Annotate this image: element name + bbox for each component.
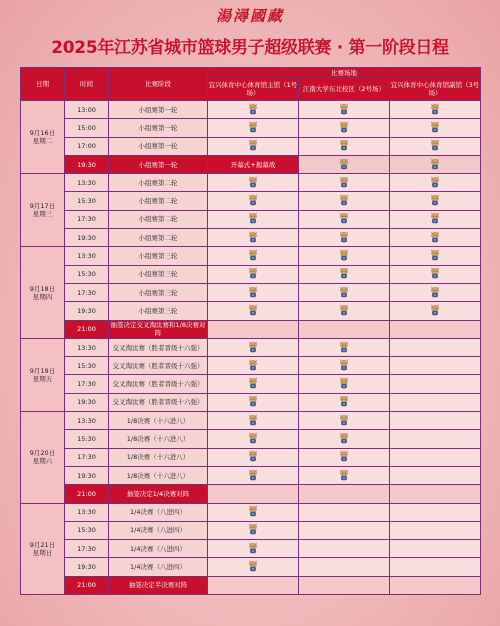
venue-1-cell xyxy=(208,320,299,338)
date-cell xyxy=(21,338,65,411)
time-cell: 21:00 xyxy=(65,320,109,338)
stage-cell: 1/4决赛（八进四） xyxy=(109,521,208,539)
mascot-icon xyxy=(248,231,258,243)
mascot-icon xyxy=(248,469,258,481)
date-label: 9月17日 xyxy=(29,202,56,211)
mascot-icon xyxy=(339,341,349,353)
mascot-icon xyxy=(248,377,258,389)
venue-3-cell xyxy=(390,448,481,466)
time-cell: 13:30 xyxy=(65,174,109,192)
mascot-icon xyxy=(339,249,349,261)
venue-1-cell xyxy=(208,375,299,393)
venue-3-cell xyxy=(390,210,481,228)
stage-cell: 小组赛第三轮 xyxy=(109,283,208,301)
venue-2-cell xyxy=(299,521,390,539)
venue-2-cell xyxy=(299,357,390,375)
header-stage: 比赛阶段 xyxy=(109,68,208,101)
venue-2-cell xyxy=(299,375,390,393)
time-cell: 17:30 xyxy=(65,283,109,301)
stage-cell: 1/4决赛（八进四） xyxy=(109,503,208,521)
table-row xyxy=(21,137,481,155)
time-cell: 19:30 xyxy=(65,229,109,247)
time-cell: 19:30 xyxy=(65,155,109,173)
venue-1-cell xyxy=(208,174,299,192)
table-row xyxy=(21,393,481,411)
header-time: 时间 xyxy=(65,68,109,101)
venue-1-cell xyxy=(208,265,299,283)
venue-3-cell xyxy=(390,247,481,265)
schedule-body xyxy=(21,101,481,595)
stage-cell: 抽签决定1/4决赛对阵 xyxy=(109,485,208,503)
mascot-icon xyxy=(339,139,349,151)
mascot-icon xyxy=(430,103,440,115)
time-cell: 15:30 xyxy=(65,357,109,375)
venue-3-cell xyxy=(390,192,481,210)
time-cell: 21:00 xyxy=(65,485,109,503)
mascot-icon xyxy=(248,194,258,206)
table-row xyxy=(21,485,481,503)
weekday-label: 星期六 xyxy=(32,457,53,466)
mascot-icon xyxy=(430,267,440,279)
header-venue-1: 宜兴体育中心体育馆主馆（1号场） xyxy=(208,78,299,101)
time-cell: 15:30 xyxy=(65,265,109,283)
stage-cell: 小组赛第二轮 xyxy=(109,192,208,210)
venue-2-cell xyxy=(299,119,390,137)
venue-3-cell xyxy=(390,412,481,430)
venue-1-cell xyxy=(208,430,299,448)
mascot-icon xyxy=(430,158,440,170)
venue-1-cell xyxy=(208,466,299,484)
venue-2-cell xyxy=(299,247,390,265)
venue-1-cell xyxy=(208,576,299,594)
venue-3-cell xyxy=(390,393,481,411)
stage-cell: 小组赛第三轮 xyxy=(109,265,208,283)
venue-3-cell xyxy=(390,338,481,356)
brand-logo: 湯潯國藏 xyxy=(215,7,284,25)
table-row xyxy=(21,430,481,448)
mascot-icon xyxy=(248,395,258,407)
venue-1-cell xyxy=(208,393,299,411)
venue-2-cell xyxy=(299,283,390,301)
stage-cell: 1/8决赛（十六进八） xyxy=(109,448,208,466)
venue-3-cell xyxy=(390,137,481,155)
mascot-icon xyxy=(248,139,258,151)
weekday-label: 星期三 xyxy=(32,210,53,219)
date-cell xyxy=(21,503,65,594)
mascot-icon xyxy=(339,231,349,243)
date-cell xyxy=(21,101,65,174)
mascot-icon xyxy=(430,121,440,133)
venue-1-cell xyxy=(208,210,299,228)
stage-cell: 1/8决赛（十六进八） xyxy=(109,412,208,430)
table-row xyxy=(21,521,481,539)
venue-3-cell xyxy=(390,283,481,301)
mascot-icon xyxy=(248,450,258,462)
table-row xyxy=(21,302,481,320)
time-cell: 19:30 xyxy=(65,558,109,576)
opening-ceremony-cell: 开幕式+揭幕战 xyxy=(208,155,299,173)
mascot-icon xyxy=(339,194,349,206)
stage-cell: 交叉淘汰赛（胜者晋级十六强） xyxy=(109,338,208,356)
venue-3-cell xyxy=(390,320,481,338)
mascot-icon xyxy=(339,450,349,462)
time-cell: 15:30 xyxy=(65,430,109,448)
venue-1-cell xyxy=(208,137,299,155)
time-cell: 17:30 xyxy=(65,210,109,228)
mascot-icon xyxy=(248,523,258,535)
venue-1-cell xyxy=(208,448,299,466)
table-row xyxy=(21,503,481,521)
venue-1-cell xyxy=(208,229,299,247)
stage-cell: 小组赛第二轮 xyxy=(109,210,208,228)
stage-cell: 1/4决赛（八进四） xyxy=(109,540,208,558)
venue-3-cell xyxy=(390,229,481,247)
time-cell: 15:30 xyxy=(65,192,109,210)
time-cell: 19:30 xyxy=(65,466,109,484)
weekday-label: 星期五 xyxy=(32,374,53,383)
mascot-icon xyxy=(248,249,258,261)
time-cell: 13:30 xyxy=(65,338,109,356)
stage-cell: 小组赛第三轮 xyxy=(109,247,208,265)
mascot-icon xyxy=(430,231,440,243)
venue-2-cell xyxy=(299,174,390,192)
mascot-icon xyxy=(430,194,440,206)
table-row xyxy=(21,192,481,210)
venue-3-cell xyxy=(390,119,481,137)
venue-1-cell xyxy=(208,485,299,503)
venue-1-cell xyxy=(208,302,299,320)
time-cell: 19:30 xyxy=(65,393,109,411)
venue-3-cell xyxy=(390,101,481,119)
venue-1-cell xyxy=(208,101,299,119)
mascot-icon xyxy=(430,286,440,298)
venue-1-cell xyxy=(208,558,299,576)
mascot-icon xyxy=(339,103,349,115)
venue-2-cell xyxy=(299,558,390,576)
stage-cell: 小组赛第一轮 xyxy=(109,137,208,155)
weekday-label: 星期四 xyxy=(32,292,53,301)
venue-3-cell xyxy=(390,503,481,521)
header-date: 日期 xyxy=(21,68,65,101)
venue-3-cell xyxy=(390,357,481,375)
mascot-icon xyxy=(339,286,349,298)
stage-cell: 交叉淘汰赛（胜者晋级十六强） xyxy=(109,375,208,393)
mascot-icon xyxy=(248,432,258,444)
venue-2-cell xyxy=(299,265,390,283)
venue-1-cell xyxy=(208,192,299,210)
time-cell: 17:00 xyxy=(65,137,109,155)
mascot-icon xyxy=(248,542,258,554)
date-label: 9月19日 xyxy=(29,366,56,375)
table-row xyxy=(21,540,481,558)
mascot-icon xyxy=(248,414,258,426)
time-cell: 17:30 xyxy=(65,448,109,466)
venue-3-cell xyxy=(390,485,481,503)
date-label: 9月20日 xyxy=(29,449,56,458)
mascot-icon xyxy=(248,267,258,279)
table-row xyxy=(21,265,481,283)
weekday-label: 星期日 xyxy=(32,548,53,557)
mascot-icon xyxy=(339,432,349,444)
stage-cell: 小组赛第三轮 xyxy=(109,302,208,320)
mascot-icon xyxy=(248,121,258,133)
venue-3-cell xyxy=(390,174,481,192)
time-cell: 13:30 xyxy=(65,503,109,521)
mascot-icon xyxy=(430,212,440,224)
venue-3-cell xyxy=(390,155,481,173)
venue-2-cell xyxy=(299,430,390,448)
stage-cell: 抽签决定半决赛对阵 xyxy=(109,576,208,594)
date-cell xyxy=(21,247,65,338)
venue-1-cell xyxy=(208,357,299,375)
stage-cell: 交叉淘汰赛（胜者晋级十六强） xyxy=(109,393,208,411)
venue-3-cell xyxy=(390,430,481,448)
date-cell xyxy=(21,174,65,247)
table-row xyxy=(21,119,481,137)
stage-cell: 小组赛第一轮 xyxy=(109,101,208,119)
mascot-icon xyxy=(248,359,258,371)
mascot-icon xyxy=(339,395,349,407)
table-row xyxy=(21,375,481,393)
time-cell: 19:30 xyxy=(65,302,109,320)
table-row xyxy=(21,101,481,119)
venue-1-cell xyxy=(208,283,299,301)
table-row xyxy=(21,247,481,265)
mascot-icon xyxy=(248,304,258,316)
stage-cell: 小组赛第一轮 xyxy=(109,155,208,173)
stage-cell: 小组赛第一轮 xyxy=(109,119,208,137)
table-row xyxy=(21,210,481,228)
venue-2-cell xyxy=(299,155,390,173)
mascot-icon xyxy=(248,212,258,224)
time-cell: 13:30 xyxy=(65,412,109,430)
venue-2-cell xyxy=(299,540,390,558)
schedule-header xyxy=(21,68,481,101)
table-row xyxy=(21,229,481,247)
table-row xyxy=(21,320,481,338)
venue-2-cell xyxy=(299,485,390,503)
venue-2-cell xyxy=(299,412,390,430)
mascot-icon xyxy=(339,359,349,371)
time-cell: 17:30 xyxy=(65,540,109,558)
venue-2-cell xyxy=(299,576,390,594)
time-cell: 15:00 xyxy=(65,119,109,137)
venue-3-cell xyxy=(390,521,481,539)
mascot-icon xyxy=(430,176,440,188)
stage-cell: 1/4决赛（八进四） xyxy=(109,558,208,576)
mascot-icon xyxy=(339,469,349,481)
stage-cell: 交叉淘汰赛（胜者晋级十六强） xyxy=(109,357,208,375)
mascot-icon xyxy=(339,121,349,133)
time-cell: 15:30 xyxy=(65,521,109,539)
venue-3-cell xyxy=(390,466,481,484)
table-row xyxy=(21,576,481,594)
time-cell: 13:00 xyxy=(65,101,109,119)
venue-1-cell xyxy=(208,412,299,430)
mascot-icon xyxy=(248,560,258,572)
header-venue-group: 比赛场地 xyxy=(208,68,481,78)
stage-cell: 1/8决赛（十六进八） xyxy=(109,430,208,448)
mascot-icon xyxy=(248,176,258,188)
venue-2-cell xyxy=(299,210,390,228)
page-title: 2025年江苏省城市篮球男子超级联赛 · 第一阶段日程 xyxy=(51,38,449,58)
table-row xyxy=(21,338,481,356)
table-row xyxy=(21,174,481,192)
table-row xyxy=(21,558,481,576)
venue-2-cell xyxy=(299,137,390,155)
table-row xyxy=(21,448,481,466)
venue-1-cell xyxy=(208,338,299,356)
weekday-label: 星期二 xyxy=(32,137,53,146)
venue-3-cell xyxy=(390,265,481,283)
stage-cell: 抽签决定交叉淘汰赛和1/8决赛对阵 xyxy=(109,320,208,338)
mascot-icon xyxy=(339,377,349,389)
time-cell: 17:30 xyxy=(65,375,109,393)
venue-2-cell xyxy=(299,448,390,466)
venue-3-cell xyxy=(390,540,481,558)
table-row xyxy=(21,466,481,484)
table-row xyxy=(21,155,481,173)
time-cell: 13:30 xyxy=(65,247,109,265)
venue-1-cell xyxy=(208,247,299,265)
mascot-icon xyxy=(248,341,258,353)
venue-3-cell xyxy=(390,375,481,393)
venue-1-cell xyxy=(208,119,299,137)
venue-2-cell xyxy=(299,338,390,356)
schedule-table xyxy=(20,67,481,595)
date-label: 9月18日 xyxy=(29,284,56,293)
mascot-icon xyxy=(248,505,258,517)
mascot-icon xyxy=(339,414,349,426)
venue-3-cell xyxy=(390,558,481,576)
stage-cell: 1/8决赛（十六进八） xyxy=(109,466,208,484)
stage-cell: 小组赛第二轮 xyxy=(109,229,208,247)
venue-2-cell xyxy=(299,302,390,320)
venue-1-cell xyxy=(208,540,299,558)
venue-2-cell xyxy=(299,192,390,210)
venue-2-cell xyxy=(299,101,390,119)
mascot-icon xyxy=(339,158,349,170)
mascot-icon xyxy=(339,176,349,188)
venue-1-cell xyxy=(208,503,299,521)
mascot-icon xyxy=(430,304,440,316)
mascot-icon xyxy=(248,103,258,115)
mascot-icon xyxy=(430,249,440,261)
table-row xyxy=(21,412,481,430)
date-label: 9月16日 xyxy=(29,129,56,138)
venue-3-cell xyxy=(390,302,481,320)
table-row xyxy=(21,357,481,375)
header-venue-2: 江南大学东北校区（2号场） xyxy=(299,78,390,101)
date-cell xyxy=(21,412,65,503)
mascot-icon xyxy=(248,286,258,298)
venue-3-cell xyxy=(390,576,481,594)
table-row xyxy=(21,283,481,301)
time-cell: 21:00 xyxy=(65,576,109,594)
venue-2-cell xyxy=(299,229,390,247)
venue-2-cell xyxy=(299,320,390,338)
header-venue-3: 宜兴体育中心体育馆副馆（3号场） xyxy=(390,78,481,101)
mascot-icon xyxy=(339,267,349,279)
venue-2-cell xyxy=(299,503,390,521)
venue-1-cell xyxy=(208,521,299,539)
venue-2-cell xyxy=(299,466,390,484)
mascot-icon xyxy=(339,212,349,224)
date-label: 9月21日 xyxy=(29,540,56,549)
mascot-icon xyxy=(430,139,440,151)
mascot-icon xyxy=(339,304,349,316)
venue-2-cell xyxy=(299,393,390,411)
stage-cell: 小组赛第二轮 xyxy=(109,174,208,192)
